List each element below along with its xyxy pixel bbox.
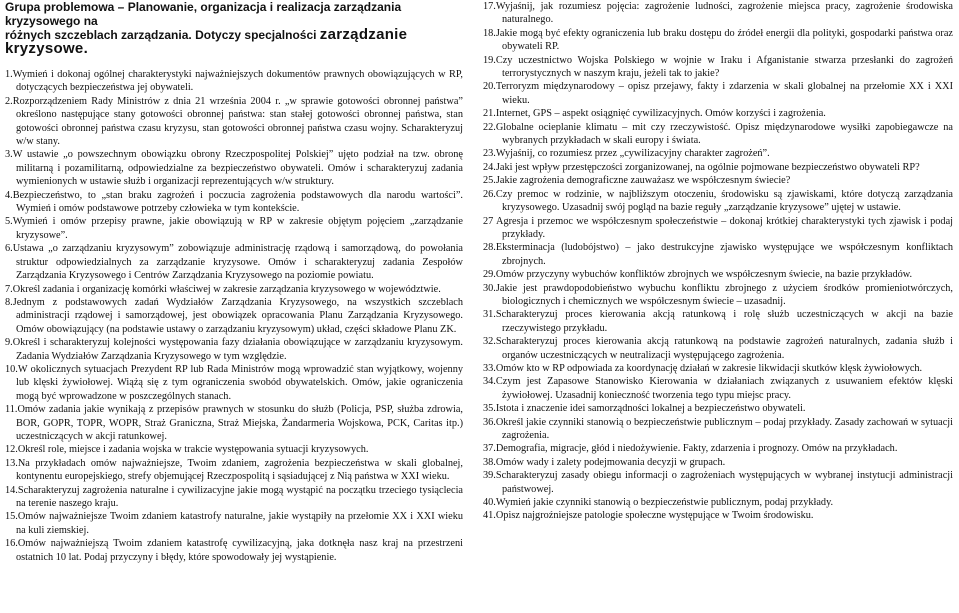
title-line-2 <box>5 28 463 56</box>
question-item: 19.Czy uczestnictwo Wojska Polskiego w wojnie w Iraku i Afganistanie stwarza przesłanki do zagrożeń terrorystycznych w naszym kraju, jeżeli tak to jakie? <box>483 54 953 80</box>
question-item: 9.Określ i scharakteryzuj kolejności występowania fazy działania obowiązujące w zarządzaniu kryzysowym. Zadania Wydziałów Zarządzania Kryzysowego w tym względzie. <box>5 337 463 362</box>
question-item: 25.Jakie zagrożenia demograficzne zauważasz we współczesnym świecie? <box>483 175 791 187</box>
question-item: 15.Omów najważniejsze Twoim zdaniem katastrofy naturalne, jakie wystąpiły na przełomie XX i XXI wieku na kuli ziemskiej. <box>5 511 463 536</box>
question-item: 2.Rozporządzeniem Rady Ministrów z dnia 21 września 2004 r. „w sprawie gotowości obronnej państwa” określono następujące stany gotowości obronnej państwa: stan stałej gotowości obronnej państwa, stan gotowości obronnej państwa czasu kryzysu, stan gotowości obronnej państwa czasu wojny. Scharakteryzuj w/w stany. <box>5 95 463 148</box>
title-line-1: Grupa problemowa – Planowanie, organizacja i realizacja zarządzania kryzysowego na <box>5 0 402 28</box>
question-item: 4.Bezpieczeństwo, to „stan braku zagrożeń i poczucia zagrożenia podstawowych dla narodu wartości”. Wymień i omów podstawowe potrzeby człowieka w tym kontekście. <box>5 189 463 215</box>
question-item: 37.Demografia, migracje, głód i niedożywienie. Fakty, zdarzenia i prognozy. Omów na przykładach. <box>483 443 898 455</box>
question-item: 29.Omów przyczyny wybuchów konfliktów zbrojnych we współczesnym świecie, na bazie przykładów. <box>483 269 913 281</box>
question-item: 38.Omów wady i zalety podejmowania decyzji w grupach. <box>483 456 726 468</box>
question-item: 6.Ustawa „o zarządzaniu kryzysowym” zobowiązuje administrację rządową i samorządową, do powołania struktur odpowiedzialnych za zarządzanie kryzysowe. Omów i scharakteryzuj zadania Zespołów Zarządzania Kryzysowego i Centrów Zarządzania Kryzysowego na poziomie powiatu. <box>5 243 463 282</box>
document-title <box>5 0 463 56</box>
question-item: 36.Określ jakie czynniki stanowią o bezpieczeństwie publicznym – podaj przykłady. Zasady zachowań w sytuacji zagrożenia. <box>483 416 953 441</box>
title-specialty: zarządzanie kryzysowe. <box>5 26 408 57</box>
question-item: 14.Scharakteryzuj zagrożenia naturalne i cywilizacyjne jakie mogą wystąpić na początku trzeciego tysiąclecia na terenie naszego kraju. <box>5 484 463 509</box>
question-item: 7.Określ zadania i organizację komórki właściwej w zakresie zarządzania kryzysowego w województwie. <box>5 283 441 295</box>
question-item: 18.Jakie mogą być efekty ograniczenia lub braku dostępu do źródeł energii dla polityki, gospodarki państwa oraz obywateli RP. <box>483 27 953 53</box>
question-item: 30.Jakie jest prawdopodobieństwo wybuchu konfliktu zbrojnego z użyciem środków promieniotwórczych, biologicznych i chemicznych we współczesnym świecie – uzasadnij. <box>483 282 953 307</box>
question-item: 23.Wyjaśnij, co rozumiesz przez „cywilizacyjny charakter zagrożeń”. <box>483 148 770 160</box>
question-item: 40.Wymień jakie czynniki stanowią o bezpieczeństwie publicznym, podaj przykłady. <box>483 497 834 509</box>
question-item: 11.Omów zadania jakie wynikają z przepisów prawnych w stosunku do służb (Policja, PSP, służba zdrowia, BOR, GOPR, TOPR, WOPR, Straż Graniczna, Straż Miejska, Żandarmeria Wojskowa, PCK, Caritas itp.) uczestniczących w akcji ratunkowej. <box>5 404 463 442</box>
question-item: 31.Scharakteryzuj proces kierowania akcją ratunkową i rolę służb uczestniczących w akcji na bazie rzeczywistego przykładu. <box>483 309 953 334</box>
question-item: 26.Czy premoc w rodzinie, w najbliższym otoczeniu, środowisku są zjawiskami, które dotyczą zarządzania kryzysowego. Uzasadnij swój pogląd na bazie reguły „zarządzanie kryzysowe” ujętej w ustawie. <box>483 188 953 214</box>
question-item: 33.Omów kto w RP odpowiada za koordynację działań w zakresie likwidacji skutków klęsk żywiołowych. <box>483 362 923 374</box>
question-item: 21.Internet, GPS – aspekt osiągnięć cywilizacyjnych. Omów korzyści i zagrożenia. <box>483 108 826 120</box>
question-item: 24.Jaki jest wpływ przestępczości zorganizowanej, na ogólnie pojmowane bezpieczeństwo obywateli RP? <box>483 161 920 173</box>
left-column <box>5 0 463 564</box>
question-item: 22.Globalne ocieplanie klimatu – mit czy rzeczywistość. Opisz międzynarodowe wysiłki zapobiegawcze na wybranych przykładach w skali europy i świata. <box>483 121 953 147</box>
question-item: 28.Eksterminacja (ludobójstwo) – jako destrukcyjne zjawisko występujące we współczesnym konfliktach zbrojnych. <box>483 242 953 267</box>
question-item: 17.Wyjaśnij, jak rozumiesz pojęcia: zagrożenie ludności, zagrożenie miejsca pracy, zagrożenie środowiska naturalnego. <box>483 1 953 26</box>
question-item: 1.Wymień i dokonaj ogólnej charakterystyki najważniejszych dokumentów prawnych obowiązujących w RP, dotyczących bezpieczeństwa jej obywateli. <box>5 69 463 94</box>
question-item: 41.Opisz najgroźniejsze patologie społeczne występujące w Twoim środowisku. <box>483 510 814 522</box>
right-column <box>483 0 953 523</box>
question-item: 10.W okolicznych sytuacjach Prezydent RP lub Rada Ministrów mogą wprowadzić stan wyjątkowy, wojenny lub klęski żywiołowej. Wiążą się z tym ograniczenia swobód obywatelskich. Omów, jakie ograniczenia mogą być wprowadzone w poszczególnych stanach. <box>5 363 463 402</box>
question-item: 13.Na przykładach omów najważniejsze, Twoim zdaniem, zagrożenia bezpieczeństwa w skali globalnej, kontynentu europejskiego, strefy objemującej Rzeczpospolitą i sąsiadującej z Nią państwa w XXI wieku. <box>5 457 463 483</box>
question-item: 12.Określ role, miejsce i zadania wojska w trakcie występowania sytuacji kryzysowych. <box>5 444 369 456</box>
question-item: 5.Wymień i omów przepisy prawne, jakie obowiązują w RP w zakresie objętym pojęciem „zarządzanie kryzysowe”. <box>5 216 463 241</box>
question-item: 16.Omów najważniejszą Twoim zdaniem katastrofę cywilizacyjną, jaka dotknęła nasz kraj na przestrzeni ostatnich 10 lat. Podaj przyczyny i błędy, które spowodowały jej wystąpienie. <box>5 538 463 563</box>
question-item: 35.Istota i znaczenie idei samorządności lokalnej a bezpieczeństwo obywateli. <box>483 403 806 415</box>
title-line-2-text: różnych szczeblach zarządzania. Dotyczy specjalności <box>5 28 317 42</box>
question-item: 27 Agresja i przemoc we współczesnym społeczeństwie – dokonaj krótkiej charakterystyki tych zjawisk i podaj przykłady. <box>483 215 953 240</box>
question-item: 34.Czym jest Zapasowe Stanowisko Kierowania w działaniach związanych z usuwaniem efektów klęski żywiołowej. Uzasadnij konieczność tworzenia tego typu miejsc pracy. <box>483 376 953 401</box>
question-item: 32.Scharakteryzuj proces kierowania akcją ratunkową na podstawie zagrożeń naturalnych, zadania służb i organów uczestniczących w neutralizacji występującego zagrożenia. <box>483 336 953 361</box>
question-item: 39.Scharakteryzuj zasady obiegu informacji o zagrożeniach występujących w wybranej instytucji administracji państwowej. <box>483 470 953 495</box>
question-item: 20.Terroryzm międzynarodowy – opisz przejawy, fakty i zdarzenia w skali globalnej na przełomie XX i XXI wieku. <box>483 81 953 106</box>
question-item: 3.W ustawie „o powszechnym obowiązku obrony Rzeczpospolitej Polskiej” ujęto podział na tzw. obronę militarną i pozamilitarną, odpowiedzialne za bezpieczeństwo obywateli. Omów i scharakteryzuj zadania wymienionych w ustawie służb i organizacji reprezentujących w/w struktury. <box>5 149 463 188</box>
question-item: 8.Jednym z podstawowych zadań Wydziałów Zarządzania Kryzysowego, na wszystkich szczeblach administracji rządowej i samorządowej, jest obowiązek opracowania Planu Zarządzania Kryzysowego. Omów obowiązujący (na podstawie ustawy o zarządzaniu kryzysowym) układ, części składowe Planu ZK. <box>5 296 463 335</box>
